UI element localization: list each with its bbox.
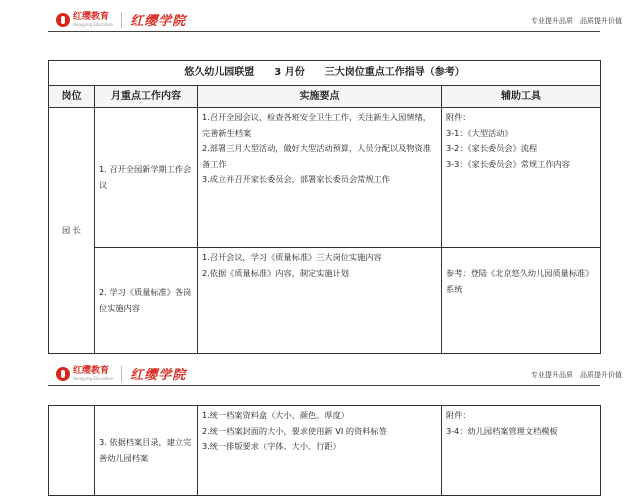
position-cell: [49, 406, 95, 496]
col-header-position: 岗位: [49, 86, 95, 108]
point-item: 1.召开会议，学习《质量标准》三大岗位实施内容: [202, 252, 382, 262]
point-item: 2.部署三月大型活动，做好大型活动预算，人员分配以及物资准备工作: [202, 143, 431, 169]
brand-name: 红缨教育: [73, 365, 110, 376]
col-header-tools: 辅助工具: [442, 86, 601, 108]
position-cell: 园 长: [49, 108, 95, 354]
academy-name: 红缨学院: [130, 368, 187, 383]
table-row: [49, 248, 601, 354]
brand-name: 红缨教育: [73, 11, 110, 22]
brand-tagline: Hongying Education: [73, 375, 114, 381]
tool-item: 参考：登陆《北京悠久幼儿园质量标准》系统: [446, 268, 594, 294]
slogan: 专业提升品质 品质提升价值: [531, 371, 622, 379]
tool-item: 3-3：《家长委员会》常规工作内容: [446, 158, 570, 169]
page-header-second: [0, 360, 640, 386]
task-cell: 3. 依据档案目录，建立完善幼儿园档案: [95, 406, 198, 496]
logo: [56, 364, 186, 383]
point-item: 2.统一档案封面的大小，要求使用新 VI 的资料标签: [202, 425, 387, 436]
work-guide-table-continued: [48, 405, 601, 496]
tools-cell: [442, 406, 601, 496]
point-item: 3.成立并召开家长委员会，部署家长委员会常规工作: [202, 174, 390, 184]
point-item: 1.统一档案资料盒（大小、颜色、厚度）: [202, 410, 349, 420]
header-rule: [48, 385, 600, 386]
col-header-task: 月重点工作内容: [95, 86, 198, 108]
brand-tagline: Hongying Education: [73, 21, 114, 27]
tools-cell: [442, 248, 601, 354]
tools-cell: [442, 108, 601, 248]
tool-item: 3-1：《大型活动》: [446, 127, 513, 138]
tool-item: 附件：: [446, 410, 471, 420]
point-item: 3.统一排版要求（字体、大小、行距）: [202, 441, 341, 451]
work-guide-table: [48, 60, 601, 354]
table-row: [49, 108, 601, 248]
points-cell: [198, 406, 442, 496]
logo-divider: [121, 366, 122, 382]
table-title: 悠久幼儿园联盟 3 月份 三大岗位重点工作指导（参考）: [49, 61, 601, 86]
task-cell: 1. 召开全园新学期工作会议: [95, 108, 198, 248]
points-cell: [198, 248, 442, 354]
col-header-points: 实施要点: [198, 86, 442, 108]
tool-item: 附件：: [446, 112, 471, 122]
brand-logo-icon: [56, 367, 70, 381]
page-header-top: [0, 6, 640, 32]
point-item: 1.召开全园会议，检查各班安全卫生工作，关注新生入园情绪，完善新生档案: [202, 112, 431, 138]
brand-logo-icon: [56, 13, 70, 27]
tool-item: 3-4：幼儿园档案管理文档模板: [446, 425, 558, 436]
slogan: 专业提升品质 品质提升价值: [531, 17, 622, 25]
table-row: [49, 406, 601, 496]
tool-item: 3-2：《家长委员会》流程: [446, 143, 538, 153]
logo-divider: [121, 12, 122, 28]
header-rule: [48, 31, 600, 32]
point-item: 2.依据《质量标准》内容，制定实施计划: [202, 267, 349, 278]
logo: [56, 10, 186, 29]
academy-name: 红缨学院: [130, 14, 187, 29]
points-cell: [198, 108, 442, 248]
task-cell: 2. 学习《质量标准》各岗位实施内容: [95, 248, 198, 354]
